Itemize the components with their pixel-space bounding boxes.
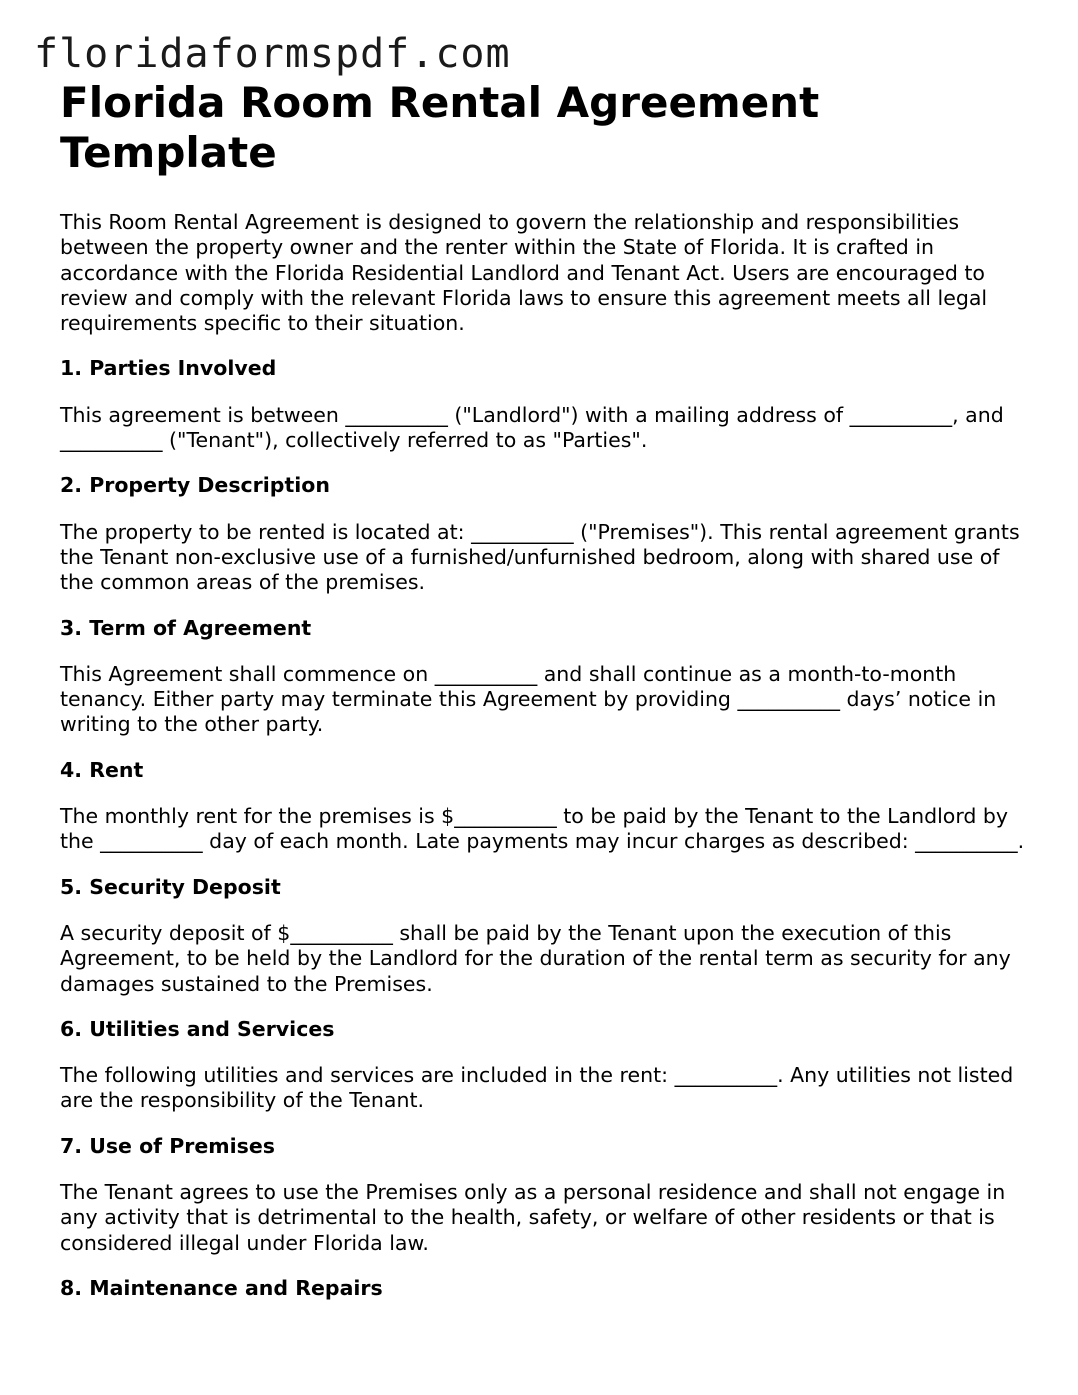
section-use-of-premises: [60, 1134, 1035, 1256]
section-property-description: [60, 473, 1035, 595]
section-body: The property to be rented is located at: __________ ("Premises"). This rental agreement grants the Tenant non-exclusive use of a furnished/unfurnished bedroom, along with shared use of the common areas of the premises.: [60, 519, 1020, 595]
section-heading: 8. Maintenance and Repairs: [60, 1275, 383, 1300]
section-body: This agreement is between __________ ("Landlord") with a mailing address of __________, and __________ ("Tenant"), collectively referred to as "Parties".: [60, 402, 1004, 453]
section-body: The Tenant agrees to use the Premises only as a personal residence and shall not engage in any activity that is detrimental to the health, safety, or welfare of other residents or that is considered illegal under Florida law.: [60, 1180, 1006, 1255]
section-maintenance-and-repairs: [60, 1276, 1035, 1301]
section-term-of-agreement: [60, 616, 1035, 738]
section-heading: 4. Rent: [60, 757, 144, 782]
section-parties-involved: [60, 356, 1035, 453]
section-utilities-and-services: [60, 1017, 1035, 1114]
section-heading: 6. Utilities and Services: [60, 1016, 335, 1041]
section-rent: [60, 758, 1035, 855]
document-title: Florida Room Rental Agreement Template: [60, 78, 820, 177]
section-heading: 2. Property Description: [60, 473, 330, 498]
section-security-deposit: [60, 875, 1035, 997]
section-heading: 1. Parties Involved: [60, 356, 277, 381]
section-heading: 3. Term of Agreement: [60, 615, 312, 640]
section-body: The monthly rent for the premises is $__________ to be paid by the Tenant to the Landlord by the __________ day of each month. Late payments may incur charges as described: __________.: [60, 804, 1025, 854]
section-heading: 5. Security Deposit: [60, 874, 281, 899]
section-body: The following utilities and services are included in the rent: __________. Any utilities not listed are the responsibility of the Tenant.: [60, 1063, 1014, 1113]
intro-paragraph: This Room Rental Agreement is designed to govern the relationship and responsibilities between the property owner and the renter within the State of Florida. It is crafted in accordance with the Florida Residential Landlord and Tenant Act. Users are encouraged to review and comply with the relevant Florida laws to ensure this agreement meets all legal requirements specific to their situation.: [60, 210, 988, 336]
document-page: [60, 78, 1035, 1301]
section-body: This Agreement shall commence on __________ and shall continue as a month-to-month tenancy. Either party may terminate this Agreement by providing __________ days’ notice in writing to the other party.: [60, 661, 997, 737]
section-body: A security deposit of $__________ shall be paid by the Tenant upon the execution of this Agreement, to be held by the Landlord for the duration of the rental term as security for any damages sustained to the Premises.: [60, 920, 1011, 996]
site-watermark: floridaformspdf.com: [34, 31, 511, 77]
section-heading: 7. Use of Premises: [60, 1133, 275, 1158]
